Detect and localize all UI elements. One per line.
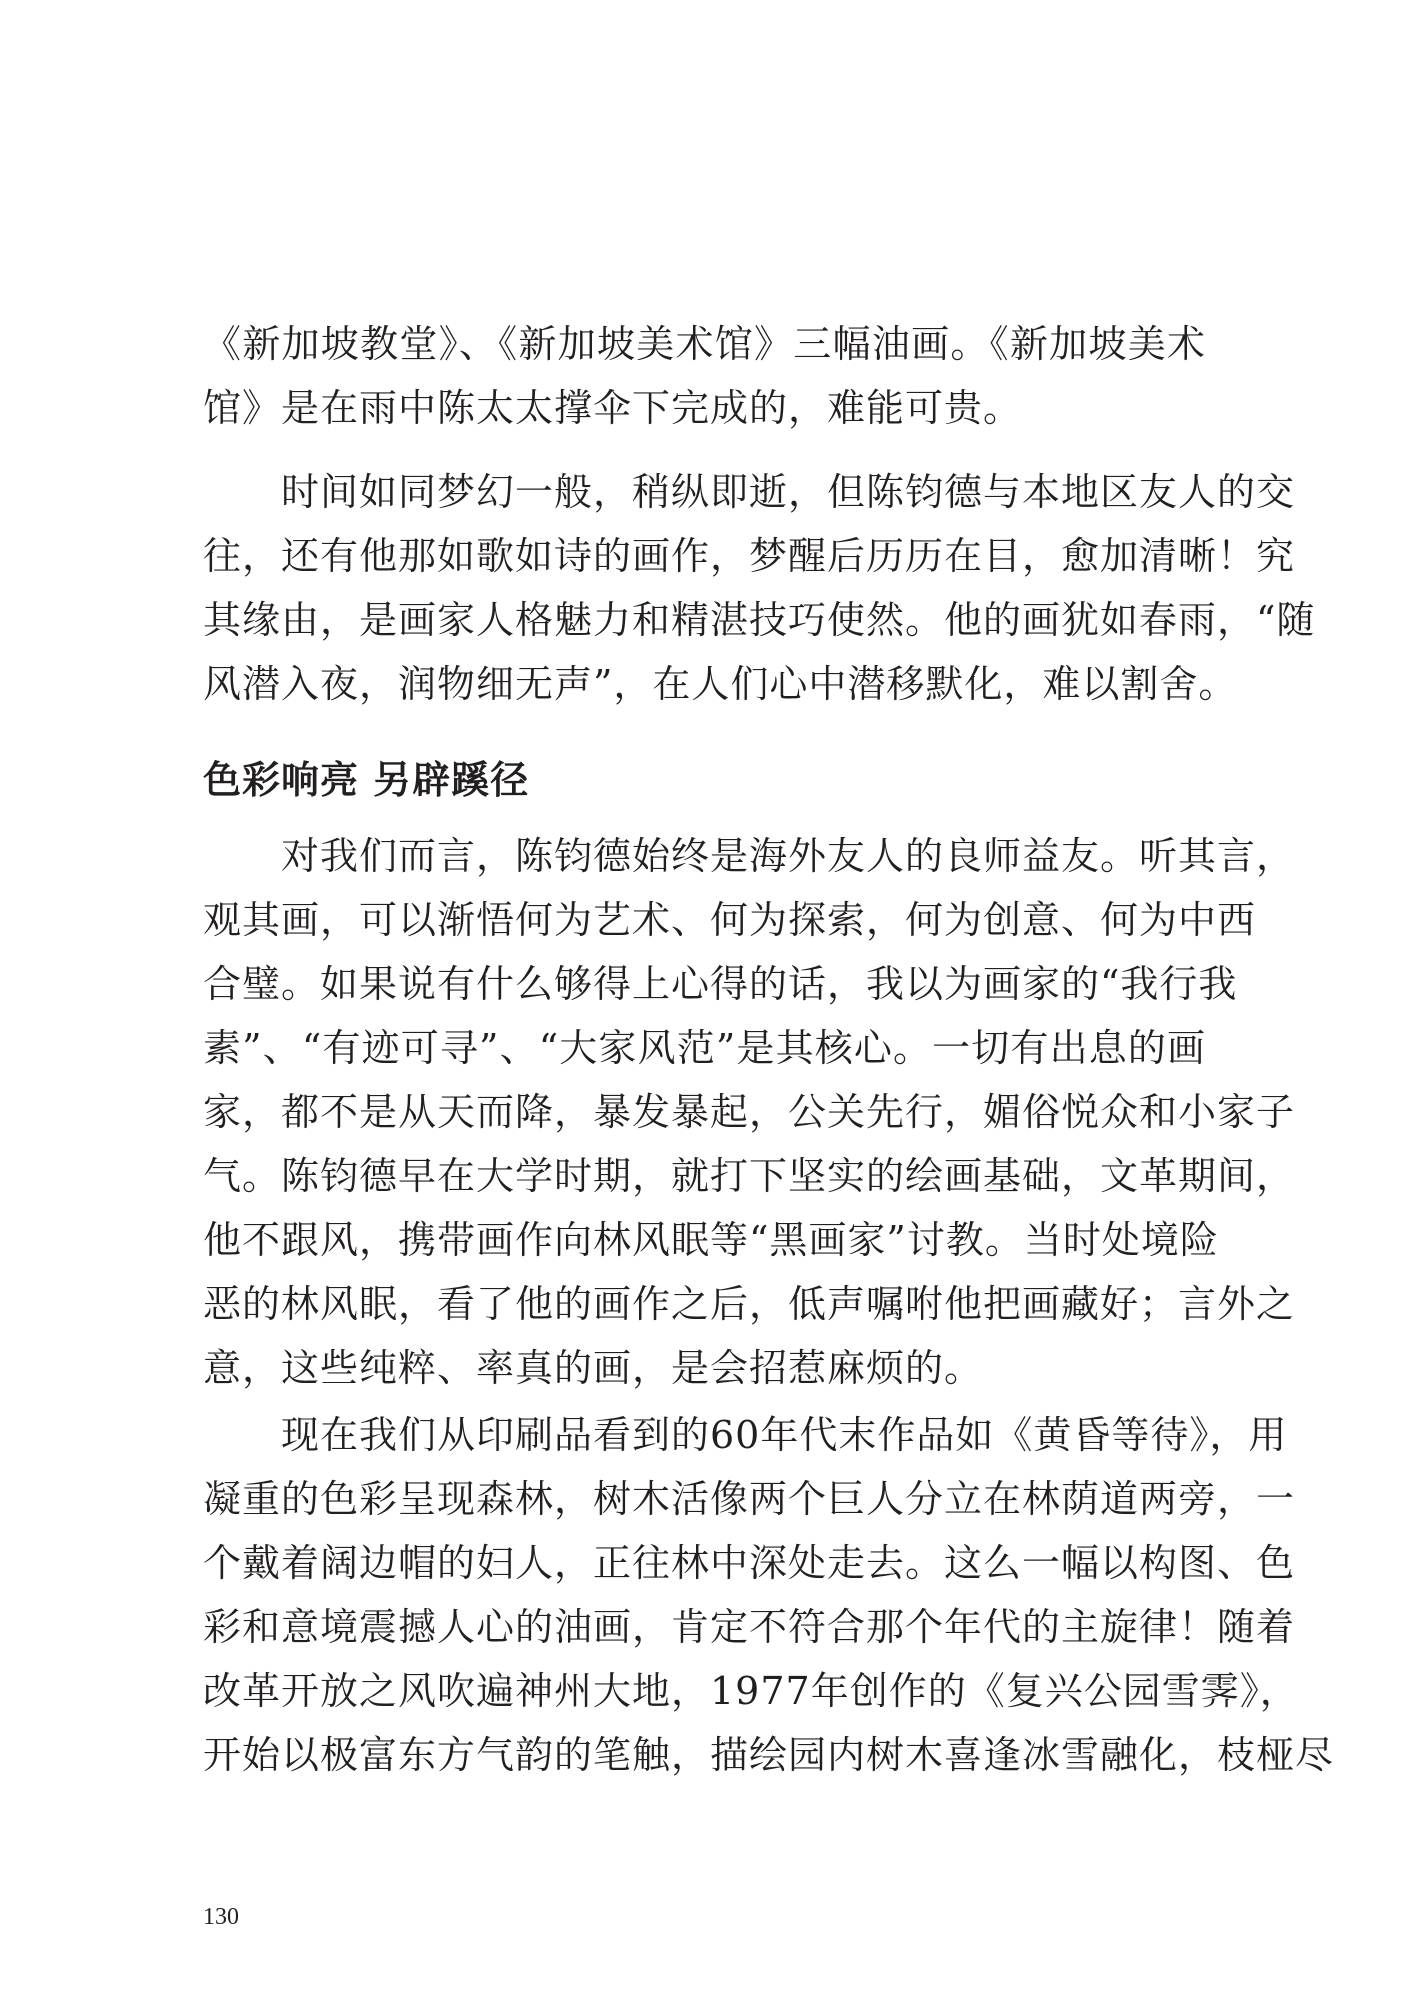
text-line: 时间如同梦幻一般，稍纵即逝，但陈钧德与本地区友人的交 [281,470,1296,514]
text-line: 凝重的色彩呈现森林，树木活像两个巨人分立在林荫道两旁，一 [203,1477,1296,1521]
text-line: 馆》是在雨中陈太太撑伞下完成的，难能可贵。 [203,386,1023,430]
paragraph-3 [203,824,1296,1400]
text-line: 素”、“有迹可寻”、“大家风范”是其核心。一切有出息的画 [203,1026,1206,1070]
text-line: 对我们而言，陈钧德始终是海外友人的良师益友。听其言， [281,834,1296,878]
text-line: 他不跟风，携带画作向林风眠等“黑画家”讨教。当时处境险 [203,1218,1219,1262]
text-line: 风潜入夜，润物细无声”，在人们心中潜移默化，难以割舍。 [203,662,1238,706]
text-line: 意，这些纯粹、率真的画，是会招惹麻烦的。 [203,1346,984,1390]
text-line: 气。陈钧德早在大学时期，就打下坚实的绘画基础，文革期间， [203,1154,1296,1198]
text-line: 现在我们从印刷品看到的60年代末作品如《黄昏等待》，用 [281,1413,1288,1457]
text-line: 家，都不是从天而降，暴发暴起，公关先行，媚俗悦众和小家子 [203,1090,1296,1134]
text-line: 彩和意境震撼人心的油画，肯定不符合那个年代的主旋律！随着 [203,1605,1296,1649]
paragraph-2 [203,460,1316,716]
text-line: 合璧。如果说有什么够得上心得的话，我以为画家的“我行我 [203,962,1238,1006]
text-line: 《新加坡教堂》、《新加坡美术馆》三幅油画。《新加坡美术 [203,322,1206,366]
section-heading: 色彩响亮 另辟蹊径 [203,758,530,802]
text-line: 改革开放之风吹遍神州大地，1977年创作的《复兴公园雪霁》， [203,1669,1299,1713]
text-line: 其缘由，是画家人格魅力和精湛技巧使然。他的画犹如春雨，“随 [203,598,1316,642]
text-line: 往，还有他那如歌如诗的画作，梦醒后历历在目，愈加清晰！究 [203,534,1296,578]
text-line: 开始以极富东方气韵的笔触，描绘园内树木喜逢冰雪融化，枝桠尽 [203,1733,1335,1777]
text-line: 观其画，可以渐悟何为艺术、何为探索，何为创意、何为中西 [203,898,1257,942]
text-line: 个戴着阔边帽的妇人，正往林中深处走去。这么一幅以构图、色 [203,1541,1296,1585]
paragraph-4 [203,1403,1335,1787]
text-line: 恶的林风眠，看了他的画作之后，低声嘱咐他把画藏好；言外之 [203,1282,1296,1326]
paragraph-1 [203,312,1206,440]
page-number: 130 [203,1904,239,1930]
